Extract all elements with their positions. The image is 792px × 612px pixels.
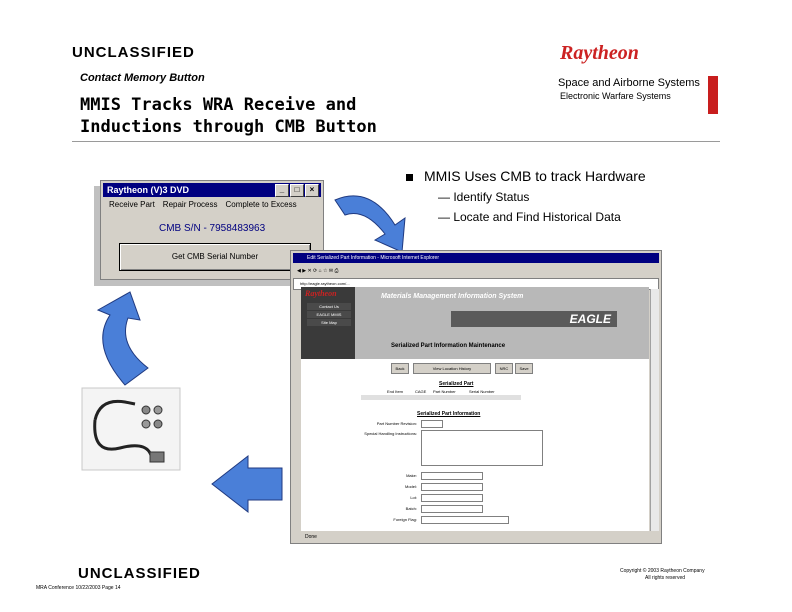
title-line-2: Inductions through CMB Button bbox=[80, 117, 377, 137]
cmb-menu-bar bbox=[109, 200, 297, 209]
nav-eagle-mmis[interactable]: EAGLE MMIS bbox=[307, 311, 351, 318]
address-bar[interactable]: http://eagle.raytheon.com/... bbox=[293, 278, 659, 290]
copyright-line-2: All rights reserved bbox=[645, 575, 686, 581]
page-logo: Raytheon bbox=[305, 289, 337, 298]
cmb-window-title: Raytheon (V)3 DVD bbox=[107, 185, 190, 195]
nrc-button[interactable]: NRC bbox=[495, 363, 513, 374]
back-button[interactable]: Back bbox=[391, 363, 409, 374]
arrow-down-right-icon bbox=[335, 196, 405, 252]
menu-receive-part[interactable]: Receive Part bbox=[109, 200, 155, 209]
label-model: Model: bbox=[404, 484, 417, 489]
spi-heading: Serialized Part Information bbox=[417, 411, 481, 417]
raytheon-logo: Raytheon bbox=[560, 42, 639, 64]
slide-subtitle: Contact Memory Button bbox=[80, 72, 205, 84]
sub-bullet-history: — Locate and Find Historical Data bbox=[438, 210, 621, 224]
batch-input[interactable] bbox=[421, 505, 483, 513]
save-button[interactable]: Save bbox=[515, 363, 533, 374]
nav-contact-us[interactable]: Contact Us bbox=[307, 303, 351, 310]
arrow-left-icon bbox=[212, 456, 282, 512]
title-line-1: MMIS Tracks WRA Receive and bbox=[80, 95, 357, 115]
col-serial-number: Serial Number bbox=[469, 389, 495, 394]
web-page bbox=[301, 287, 649, 531]
menu-complete-to-excess[interactable]: Complete to Excess bbox=[225, 200, 297, 209]
label-special-handling: Special Handling Instructions: bbox=[364, 431, 417, 436]
browser-status: Done bbox=[305, 534, 317, 540]
nav-site-map[interactable]: Site Map bbox=[307, 319, 351, 326]
view-location-history-button[interactable]: View Location History bbox=[413, 363, 491, 374]
table-row bbox=[361, 395, 521, 400]
model-input[interactable] bbox=[421, 483, 483, 491]
form-title: Serialized Part Information Maintenance bbox=[391, 343, 506, 349]
lot-input[interactable] bbox=[421, 494, 483, 502]
menu-repair-process[interactable]: Repair Process bbox=[162, 200, 218, 209]
classification-top: UNCLASSIFIED bbox=[72, 44, 195, 61]
browser-window bbox=[290, 250, 662, 544]
sub-bullet-status: — Identify Status bbox=[438, 190, 530, 204]
browser-toolbar: ◀ ▶ ✕ ⟳ ⌂ ☆ ✉ ⎙ bbox=[297, 268, 339, 274]
make-input[interactable] bbox=[421, 472, 483, 480]
col-part-number: Part Number bbox=[433, 389, 456, 394]
label-lot: Lot: bbox=[410, 495, 417, 500]
maximize-icon[interactable]: □ bbox=[290, 184, 304, 197]
col-cage: CAGE bbox=[415, 389, 427, 394]
col-end-item: End Item bbox=[387, 389, 404, 394]
classification-bottom: UNCLASSIFIED bbox=[78, 565, 201, 582]
get-cmb-serial-button[interactable]: Get CMB Serial Number bbox=[119, 243, 311, 271]
vertical-scrollbar[interactable] bbox=[650, 289, 659, 531]
subdivision-name: Electronic Warfare Systems bbox=[560, 91, 671, 101]
copyright-line-1: Copyright © 2003 Raytheon Company bbox=[620, 568, 705, 574]
label-batch: Batch: bbox=[405, 506, 417, 511]
eagle-wordmark: EAGLE bbox=[451, 311, 617, 327]
footer-page-info: MRA Conference 10/22/2003 Page 14 bbox=[36, 585, 121, 591]
main-bullet: MMIS Uses CMB to track Hardware bbox=[424, 168, 646, 184]
close-icon[interactable]: × bbox=[305, 184, 319, 197]
browser-titlebar: Edit Serialized Part Information - Microsoft Internet Explorer bbox=[293, 253, 659, 263]
cmb-window-titlebar bbox=[103, 183, 321, 197]
serialized-part-heading: Serialized Part bbox=[439, 381, 474, 387]
cmb-reader-photo bbox=[82, 388, 180, 470]
division-name: Space and Airborne Systems bbox=[558, 77, 700, 89]
label-make: Make: bbox=[406, 473, 417, 478]
banner-title: Materials Management Information System bbox=[381, 293, 524, 300]
label-foreign-flag: Foreign Flag: bbox=[393, 517, 417, 522]
label-part-number-revision: Part Number Revision: bbox=[376, 421, 417, 426]
cmb-serial-number: CMB S/N - 7958483963 bbox=[159, 223, 266, 234]
foreign-flag-select[interactable] bbox=[421, 516, 509, 524]
special-handling-textarea[interactable] bbox=[421, 430, 543, 466]
part-number-revision-input[interactable] bbox=[421, 420, 443, 428]
minimize-icon[interactable]: _ bbox=[275, 184, 289, 197]
arrow-up-left-icon bbox=[98, 292, 148, 385]
